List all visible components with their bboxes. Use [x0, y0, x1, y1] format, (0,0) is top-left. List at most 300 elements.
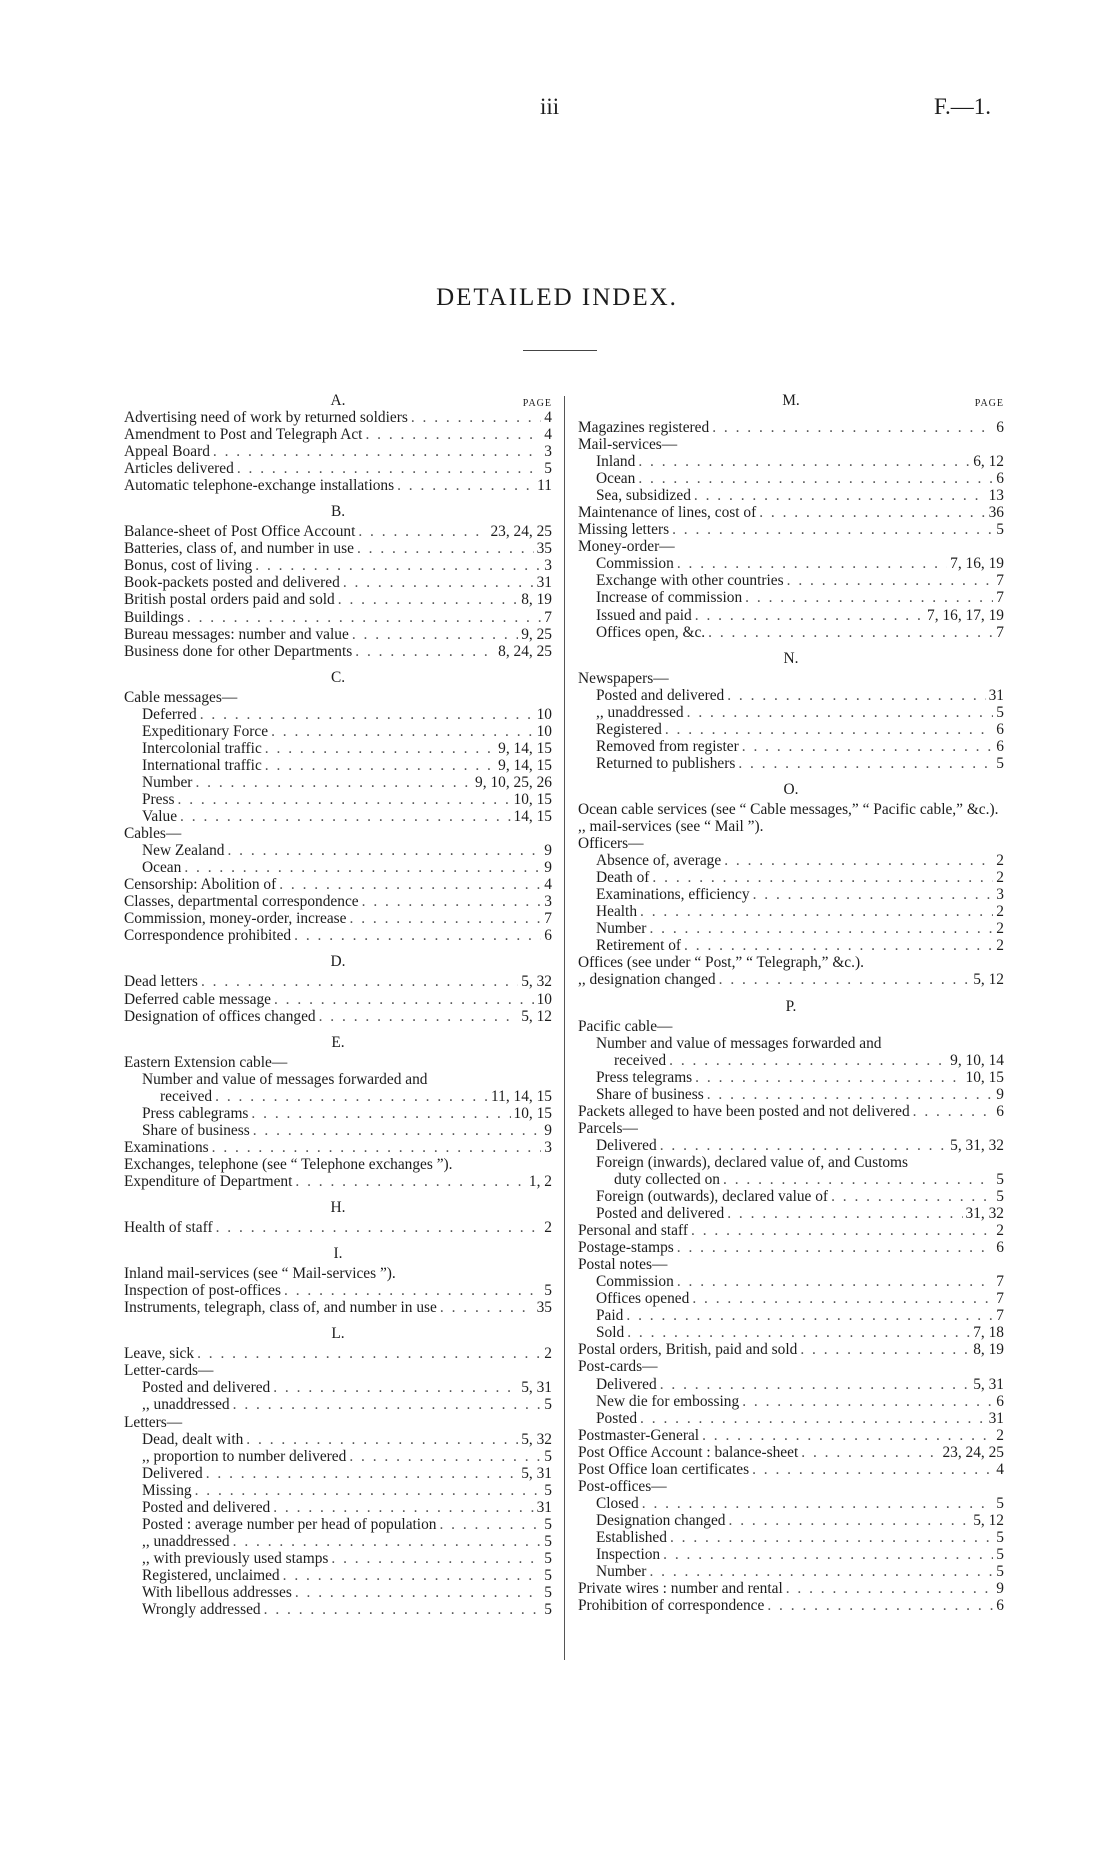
leader-dots [200, 706, 534, 723]
leader-dots [753, 886, 994, 903]
leader-dots [759, 504, 985, 521]
entry-label: Maintenance of lines, cost of [578, 504, 757, 522]
leader-dots [237, 460, 541, 477]
leader-dots [695, 607, 924, 624]
index-entry-british-postal-orders-paid-and-sold [124, 591, 552, 608]
entry-label: Number [142, 773, 193, 791]
entry-page-ref: 10, 15 [513, 1104, 552, 1122]
index-entry-expenditure-of-department [124, 1173, 552, 1190]
leader-dots [227, 842, 541, 859]
leader-dots [350, 910, 542, 927]
index-entry-dead-dealt-with [124, 1431, 552, 1448]
entry-label: Foreign (outwards), declared value of [596, 1188, 829, 1206]
leader-dots [184, 859, 541, 876]
leader-dots [691, 1222, 993, 1239]
section-letter: M. [782, 392, 800, 409]
entry-page-ref: 2 [544, 1219, 552, 1237]
entry-label: Delivered [142, 1464, 203, 1482]
index-entry-parcels [578, 1120, 1004, 1137]
section-letter: C. [330, 668, 346, 686]
entry-label: Cable messages— [124, 688, 238, 706]
index-entry-postal-orders-british-paid-and-sold [578, 1341, 1004, 1358]
index-section-m [578, 392, 1004, 641]
index-entry-offices-see-under-post-telegraph-c [578, 954, 1004, 971]
index-entry-deferred-cable-message [124, 991, 552, 1008]
index-entry-delivered [124, 1465, 552, 1482]
index-entry-bureau-messages-number-and-value [124, 626, 552, 643]
index-entry-postmaster-general [578, 1427, 1004, 1444]
entry-page-ref: 31 [536, 574, 552, 592]
index-entry-commission-money-order-increase [124, 910, 552, 927]
leader-dots [440, 1299, 534, 1316]
entry-label: received [614, 1051, 667, 1069]
entry-page-ref: 8, 24, 25 [498, 642, 552, 660]
index-entry-batteries-class-of-and-number-in-use [124, 540, 552, 557]
section-letter: O. [783, 780, 799, 798]
index-entry-advertising-need-of-work-by-returned-sol [124, 409, 552, 426]
section-letter: L. [331, 1325, 345, 1343]
entry-page-ref: 7, 16, 17, 19 [927, 606, 1004, 624]
entry-label: Bonus, cost of living [124, 557, 253, 575]
leader-dots [707, 1086, 994, 1103]
index-entry-letter-cards [124, 1362, 552, 1379]
index-entry-post-office-loan-certificates [578, 1461, 1004, 1478]
leader-dots [727, 687, 985, 704]
entry-label: Death of [596, 869, 650, 887]
entry-page-ref: 10, 15 [513, 790, 552, 808]
index-entry-offices-opened [578, 1290, 1004, 1307]
leader-dots [729, 1512, 971, 1529]
entry-page-ref: 6, 12 [973, 453, 1004, 471]
entry-label: Postal notes— [578, 1256, 668, 1274]
leader-dots [212, 1139, 542, 1156]
entry-label: Number and value of messages forwarded and [142, 1070, 428, 1088]
leader-dots [640, 903, 993, 920]
entry-page-ref: 11 [537, 477, 552, 495]
entry-label: Correspondence prohibited [124, 927, 292, 945]
entry-label: Deferred cable message [124, 990, 271, 1008]
leader-dots [752, 1461, 993, 1478]
entry-page-ref: 3 [996, 886, 1004, 904]
index-section-a [124, 392, 552, 494]
leader-dots [684, 937, 993, 954]
entry-page-ref: 5 [996, 1188, 1004, 1206]
index-entry-newspapers [578, 670, 1004, 687]
entry-label: Share of business [142, 1121, 250, 1139]
index-entry-buildings [124, 609, 552, 626]
leader-dots [273, 1499, 533, 1516]
entry-page-ref: 7, 18 [973, 1324, 1004, 1342]
leader-dots [295, 1173, 526, 1190]
page-title: DETAILED INDEX. [436, 284, 678, 311]
entry-label: Letter-cards— [124, 1362, 214, 1380]
index-entry-number [578, 920, 1004, 937]
index-entry-wrongly-addressed [124, 1601, 552, 1618]
leader-dots [638, 470, 993, 487]
entry-page-ref: 5, 32 [521, 973, 552, 991]
entry-page-ref: 6 [996, 1597, 1004, 1615]
leader-dots [642, 1495, 994, 1512]
entry-label: Money-order— [578, 538, 675, 556]
entry-label: Instruments, telegraph, class of, and number in use [124, 1299, 437, 1317]
entry-page-ref: 5 [544, 460, 552, 478]
index-section-p [578, 998, 1004, 1615]
index-entry-post-office-account-balance-sheet [578, 1444, 1004, 1461]
entry-label: Ocean cable services (see “ Cable messages,” “ Pacific cable,” &c.). [578, 800, 999, 818]
leader-dots [251, 1105, 510, 1122]
index-entry-number-and-value-of-messages-forwarded-a [578, 1035, 1004, 1052]
index-entry-packets-alleged-to-have-been-posted-and- [578, 1103, 1004, 1120]
index-entry-eastern-extension-cable [124, 1054, 552, 1071]
leader-dots [663, 1546, 993, 1563]
entry-page-ref: 6 [996, 1102, 1004, 1120]
entry-label: Value [142, 808, 178, 826]
index-entry-international-traffic [124, 757, 552, 774]
entry-page-ref: 5, 31 [973, 1375, 1004, 1393]
leader-dots [708, 624, 993, 641]
entry-page-ref: 36 [988, 504, 1004, 522]
index-entry-received [578, 1052, 1004, 1069]
index-entry-number [124, 774, 552, 791]
entry-label: Number and value of messages forwarded and [596, 1034, 882, 1052]
index-column-right [578, 392, 1004, 1614]
entry-label: Advertising need of work by returned soldiers [124, 409, 408, 426]
index-entry-designation-changed [578, 1512, 1004, 1529]
index-entry-absence-of-average [578, 852, 1004, 869]
entry-page-ref: 31, 32 [965, 1205, 1004, 1223]
entry-label: Offices (see under “ Post,” “ Telegraph,” &c.). [578, 954, 864, 972]
index-entry-post-cards [578, 1358, 1004, 1375]
leader-dots [660, 1137, 947, 1154]
entry-label: Cables— [124, 825, 182, 843]
entry-page-ref: 2 [996, 1426, 1004, 1444]
index-entry-death-of [578, 869, 1004, 886]
entry-page-ref: 5 [996, 703, 1004, 721]
index-entry-value [124, 808, 552, 825]
entry-page-ref: 7 [996, 623, 1004, 641]
entry-page-ref: 9 [544, 842, 552, 860]
entry-label: Delivered [596, 1136, 657, 1154]
leader-dots [255, 557, 541, 574]
entry-label: Paid [596, 1307, 624, 1325]
index-entry-business-done-for-other-departments [124, 643, 552, 660]
entry-page-ref: 1, 2 [528, 1172, 552, 1190]
index-entry-articles-delivered [124, 460, 552, 477]
entry-label: Health [596, 903, 638, 921]
entry-label: New die for embossing [596, 1392, 740, 1410]
entry-page-ref: 4 [544, 426, 552, 444]
entry-label: Sold [596, 1324, 625, 1342]
entry-page-ref: 5 [996, 1563, 1004, 1581]
entry-page-ref: 7 [544, 910, 552, 928]
index-entry-proportion-to-number-delivered [124, 1448, 552, 1465]
entry-label: Posted [596, 1409, 638, 1427]
index-entry-automatic-telephone-exchange-installatio [124, 477, 552, 494]
entry-page-ref: 2 [996, 869, 1004, 887]
index-entry-deferred [124, 706, 552, 723]
index-entry-delivered [578, 1376, 1004, 1393]
entry-label: Registered, unclaimed [142, 1566, 280, 1584]
entry-label: New Zealand [142, 842, 225, 860]
index-section-o [578, 781, 1004, 989]
index-entry-posted [578, 1410, 1004, 1427]
leader-dots [187, 609, 541, 626]
index-entry-paid [578, 1307, 1004, 1324]
index-entry-cable-messages [124, 689, 552, 706]
entry-label: Postage-stamps [578, 1239, 674, 1257]
entry-label: Registered [596, 720, 662, 738]
entry-label: Missing [142, 1481, 192, 1499]
index-entry-posted-and-delivered [124, 1379, 552, 1396]
leader-dots [831, 1188, 993, 1205]
index-entry-book-packets-posted-and-delivered [124, 574, 552, 591]
index-entry-inspection-of-post-offices [124, 1282, 552, 1299]
leader-dots [352, 626, 518, 643]
leader-dots [365, 426, 541, 443]
entry-page-ref: 9, 25 [521, 625, 552, 643]
entry-label: Wrongly addressed [142, 1601, 261, 1619]
index-entry-registered-unclaimed [124, 1567, 552, 1584]
index-entry-share-of-business [578, 1086, 1004, 1103]
index-entry-correspondence-prohibited [124, 927, 552, 944]
index-entry-exchange-with-other-countries [578, 572, 1004, 589]
leader-dots [801, 1444, 939, 1461]
index-entry-examinations [124, 1139, 552, 1156]
leader-dots [213, 443, 541, 460]
index-section-b [124, 503, 552, 659]
leader-dots [742, 738, 994, 755]
index-entry-missing-letters [578, 521, 1004, 538]
entry-label: Increase of commission [596, 589, 743, 607]
entry-label: Dead, dealt with [142, 1430, 244, 1448]
entry-page-ref: 9, 14, 15 [498, 739, 552, 757]
index-entry-share-of-business [124, 1122, 552, 1139]
index-entry-letters [124, 1414, 552, 1431]
document-code: F.—1. [934, 94, 991, 119]
entry-label: duty collected on [614, 1170, 720, 1188]
entry-label: ,, with previously used stamps [142, 1549, 329, 1567]
entry-label: Posted : average number per head of population [142, 1515, 437, 1533]
entry-page-ref: 11, 14, 15 [491, 1087, 552, 1105]
index-entry-bonus-cost-of-living [124, 557, 552, 574]
index-entry-inland [578, 453, 1004, 470]
entry-label: Number [596, 920, 647, 938]
entry-page-ref: 5 [544, 1584, 552, 1601]
column-divider [564, 396, 565, 1660]
entry-page-ref: 5, 31 [521, 1464, 552, 1482]
index-entry-dead-letters [124, 973, 552, 990]
leader-dots [677, 1239, 994, 1256]
leader-dots [355, 643, 495, 660]
index-entry-health-of-staff [124, 1219, 552, 1236]
leader-dots [692, 1290, 993, 1307]
entry-label: Packets alleged to have been posted and not delivered [578, 1102, 910, 1120]
index-column-left [124, 392, 552, 1618]
entry-label: Offices open, &c. [596, 623, 706, 641]
index-entry-inspection [578, 1546, 1004, 1563]
entry-label: Exchange with other countries [596, 572, 784, 590]
leader-dots [745, 589, 993, 606]
entry-page-ref: 4 [544, 876, 552, 894]
leader-dots [695, 1069, 962, 1086]
index-entry-pacific-cable [578, 1018, 1004, 1035]
entry-label: Established [596, 1528, 667, 1546]
leader-dots [362, 893, 542, 910]
entry-page-ref: 5 [544, 1447, 552, 1465]
index-entry-classes-departmental-correspondence [124, 893, 552, 910]
leader-dots [626, 1307, 993, 1324]
entry-label: Inland [596, 453, 636, 471]
index-entry-new-zealand [124, 842, 552, 859]
index-entry-balance-sheet-of-post-office-account [124, 523, 552, 540]
entry-label: Inspection [596, 1546, 661, 1563]
entry-page-ref: 9, 10, 14 [950, 1051, 1004, 1069]
entry-label: ,, proportion to number delivered [142, 1447, 347, 1465]
entry-label: Intercolonial traffic [142, 739, 262, 757]
page-column-label: PAGE [974, 398, 1004, 409]
leader-dots [215, 1088, 488, 1105]
index-entry-personal-and-staff [578, 1222, 1004, 1239]
entry-page-ref: 5, 31, 32 [950, 1136, 1004, 1154]
index-entry-mail-services [578, 436, 1004, 453]
entry-page-ref: 2 [996, 920, 1004, 938]
entry-label: Automatic telephone-exchange installations [124, 477, 395, 495]
leader-dots [246, 1431, 518, 1448]
entry-label: Articles delivered [124, 460, 234, 478]
entry-label: Posted and delivered [596, 1205, 725, 1223]
section-letter: A. [330, 392, 346, 409]
entry-label: Post Office Account : balance-sheet [578, 1443, 799, 1461]
entry-page-ref: 6 [996, 737, 1004, 755]
page-column-label: PAGE [522, 398, 552, 409]
entry-page-ref: 5 [544, 1396, 552, 1414]
index-entry-commission [578, 555, 1004, 572]
entry-label: Private wires : number and rental [578, 1580, 783, 1598]
entry-page-ref: 2 [996, 1222, 1004, 1240]
index-entry-instruments-telegraph-class-of-and-numbe [124, 1299, 552, 1316]
index-entry-number-and-value-of-messages-forwarded-a [124, 1071, 552, 1088]
entry-label: Magazines registered [578, 419, 710, 436]
leader-dots [660, 1376, 971, 1393]
leader-dots [702, 1427, 993, 1444]
entry-label: Dead letters [124, 973, 198, 991]
index-entry-returned-to-publishers [578, 755, 1004, 772]
leader-dots [787, 572, 994, 589]
leader-dots [233, 1533, 542, 1550]
index-entry-missing [124, 1482, 552, 1499]
entry-label: Removed from register [596, 737, 739, 755]
index-entry-posted-and-delivered [578, 687, 1004, 704]
leader-dots [738, 755, 993, 772]
entry-page-ref: 9, 14, 15 [498, 756, 552, 774]
entry-page-ref: 5, 12 [973, 1511, 1004, 1529]
entry-label: Parcels— [578, 1119, 638, 1137]
index-entry-ocean-cable-services-see-cable-messages- [578, 801, 1004, 818]
entry-label: Balance-sheet of Post Office Account [124, 523, 356, 541]
leader-dots [253, 1122, 542, 1139]
entry-page-ref: 3 [544, 443, 552, 461]
title-rule [523, 350, 597, 351]
entry-label: Share of business [596, 1085, 704, 1103]
entry-label: Sea, subsidized [596, 487, 691, 505]
index-entry-unaddressed [124, 1533, 552, 1550]
index-entry-posted-average-number-per-head-of-popula [124, 1516, 552, 1533]
index-entry-sold [578, 1324, 1004, 1341]
index-entry-leave-sick [124, 1345, 552, 1362]
leader-dots [201, 973, 518, 990]
leader-dots [694, 487, 986, 504]
index-section-l [124, 1325, 552, 1618]
index-entry-increase-of-commission [578, 589, 1004, 606]
leader-dots [273, 1379, 518, 1396]
leader-dots [724, 852, 993, 869]
entry-label: Foreign (inwards), declared value of, and Customs [596, 1153, 909, 1171]
leader-dots [319, 1008, 519, 1025]
leader-dots [295, 1584, 541, 1601]
entry-label: Commission [596, 1273, 674, 1291]
leader-dots [265, 757, 495, 774]
index-section-i [124, 1245, 552, 1316]
entry-page-ref: 35 [536, 1299, 552, 1317]
index-entry-retirement-of [578, 937, 1004, 954]
entry-label: Business done for other Departments [124, 642, 353, 660]
leader-dots [627, 1324, 970, 1341]
index-entry-press-cablegrams [124, 1105, 552, 1122]
entry-page-ref: 31 [988, 686, 1004, 704]
index-entry-designation-of-offices-changed [124, 1008, 552, 1025]
leader-dots [233, 1396, 542, 1413]
index-entry-press [124, 791, 552, 808]
entry-page-ref: 5 [996, 1528, 1004, 1546]
page-number: iii [540, 94, 560, 119]
entry-page-ref: 3 [544, 557, 552, 575]
entry-page-ref: 5 [544, 1515, 552, 1533]
entry-label: Censorship: Abolition of [124, 876, 277, 894]
entry-label: Bureau messages: number and value [124, 625, 349, 643]
index-entry-money-order [578, 538, 1004, 555]
entry-label: Inspection of post-offices [124, 1282, 282, 1300]
entry-page-ref: 7 [544, 608, 552, 626]
entry-page-ref: 8, 19 [973, 1341, 1004, 1359]
entry-label: Delivered [596, 1375, 657, 1393]
index-entry-offices-open-c [578, 624, 1004, 641]
leader-dots [669, 1052, 947, 1069]
entry-label: Officers— [578, 835, 644, 853]
index-entry-with-previously-used-stamps [124, 1550, 552, 1567]
index-entry-ocean [578, 470, 1004, 487]
entry-page-ref: 5 [544, 1282, 552, 1300]
leader-dots [786, 1580, 994, 1597]
entry-label: Ocean [142, 859, 182, 877]
entry-page-ref: 2 [996, 852, 1004, 870]
index-entry-appeal-board [124, 443, 552, 460]
entry-label: British postal orders paid and sold [124, 591, 335, 609]
index-entry-posted-and-delivered [124, 1499, 552, 1516]
entry-page-ref: 4 [996, 1460, 1004, 1478]
entry-label: Appeal Board [124, 443, 210, 461]
index-entry-sea-subsidized [578, 487, 1004, 504]
entry-label: Designation of offices changed [124, 1007, 316, 1025]
entry-label: Expenditure of Department [124, 1172, 293, 1190]
index-entry-postal-notes [578, 1256, 1004, 1273]
index-entry-received [124, 1088, 552, 1105]
leader-dots [687, 704, 994, 721]
entry-page-ref: 7, 16, 19 [950, 555, 1004, 573]
entry-page-ref: 6 [996, 1392, 1004, 1410]
index-section-e [124, 1034, 552, 1190]
section-letter: P. [785, 997, 797, 1015]
entry-page-ref: 4 [544, 409, 552, 426]
